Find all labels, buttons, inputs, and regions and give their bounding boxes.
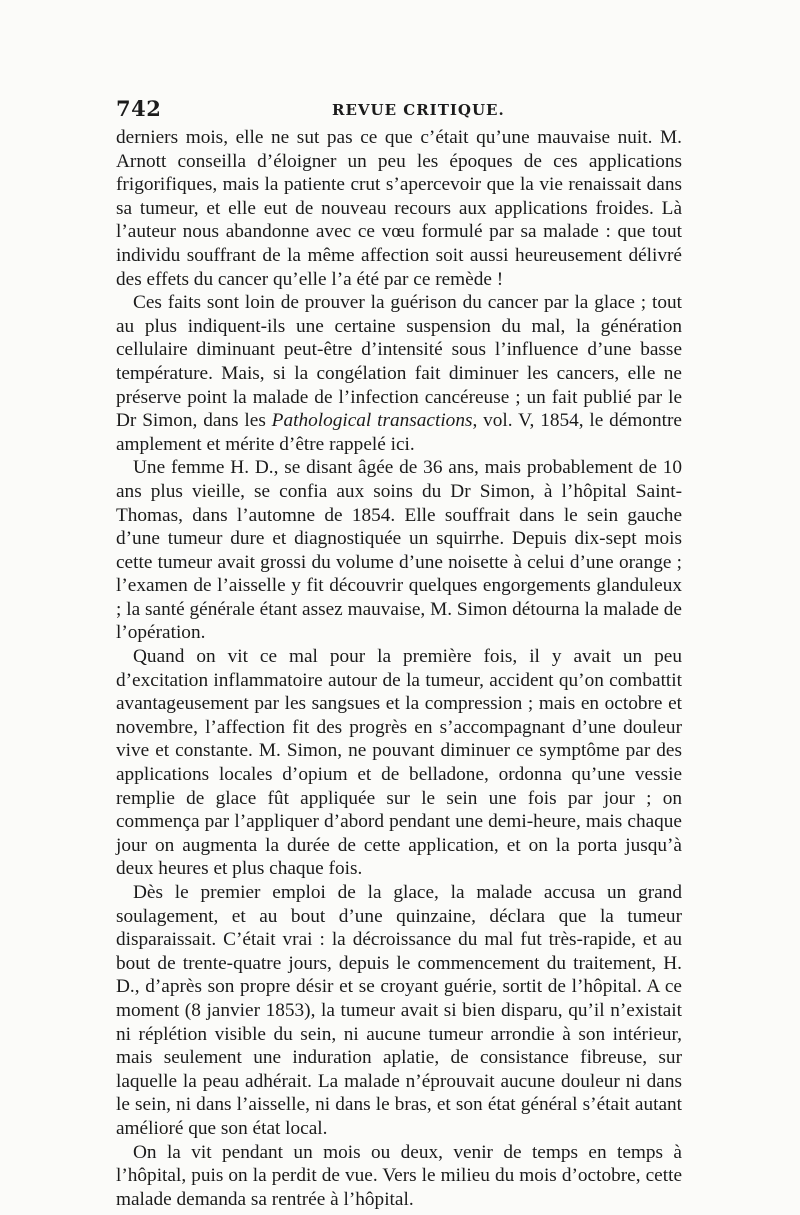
paragraph-2-text-start: Ces faits sont loin de prouver la guérison du cancer par la glace ; tout au plus indiquent-ils une certaine suspension du mal, la génération cellulaire diminuant peut-être d’intensité sous l’influence d’une basse température. Mais, si la congélation fait diminuer les cancers, elle ne préserve point la malade de l’infection cancéreuse ; un fait publié par le Dr Simon, dans les: [116, 292, 682, 432]
paragraph-5: Dès le premier emploi de la glace, la malade accusa un grand soulagement, et au bout d’une quinzaine, déclara que la tumeur disparaissait. C’était vrai : la décroissance du mal fut très-rapide, et au bout de trente-quatre jours, depuis le commencement du traitement, H. D., d’après son propre désir et se croyant guérie, sortit de l’hôpital. A ce moment (8 janvier 1853), la tumeur avait si bien disparu, qu’il n’existait ni réplétion visible du sein, ni aucune tumeur arrondie à son intérieur, mais seulement une induration aplatie, de consistance fibreuse, sur laquelle la peau adhérait. La malade n’éprouvait aucune douleur ni dans le sein, ni dans l’aisselle, ni dans le bras, et son état général s’était autant amélioré que son état local.: [116, 882, 682, 1139]
paragraph-2: [116, 291, 682, 456]
running-title: REVUE CRITIQUE.: [332, 101, 505, 119]
page-number: 742: [116, 96, 162, 121]
paragraph-3: Une femme H. D., se disant âgée de 36 ans, mais probablement de 10 ans plus vieille, se confia aux soins du Dr Simon, à l’hôpital Saint-Thomas, dans l’automne de 1854. Elle souffrait dans le sein gauche d’une tumeur dure et diagnostiquée un squirrhe. Depuis dix-sept mois cette tumeur avait grossi du volume d’une noisette à celui d’une orange ; l’examen de l’aisselle y fit découvrir quelques engorgements glanduleux ; la santé générale étant assez mauvaise, M. Simon détourna la malade de l’opération.: [116, 457, 682, 644]
running-head: [116, 96, 682, 124]
paragraph-6: On la vit pendant un mois ou deux, venir de temps en temps à l’hôpital, puis on la perdit de vue. Vers le milieu du mois d’octobre, cette malade demanda sa rentrée à l’hôpital.: [116, 1141, 682, 1210]
paragraph-1: derniers mois, elle ne sut pas ce que c’était qu’une mauvaise nuit. M. Arnott conseilla d’éloigner un peu les époques de ces applications frigorifiques, mais la patiente crut s’apercevoir que la vie renaissait dans sa tumeur, et elle eut de nouveau recours aux applications froides. Là l’auteur nous abandonne avec ce vœu formulé par sa malade : que tout individu souffrant de la même affection soit aussi heureusement délivré des effets du cancer qu’elle l’a été par ce remède !: [116, 127, 682, 290]
body-text: [116, 126, 682, 1211]
paragraph-2-text-end: , vol. V, 1854, le démontre amplement et mérite d’être rappelé ici.: [116, 410, 682, 455]
paragraph-4: Quand on vit ce mal pour la première fois, il y avait un peu d’excitation inflammatoire autour de la tumeur, accident qu’on combattit avantageusement par les sangsues et la compression ; mais en octobre et novembre, l’affection fit des progrès en s’accompagnant d’une douleur vive et constante. M. Simon, ne pouvant diminuer ce symptôme par des applications locales d’opium et de belladone, ordonna qu’une vessie remplie de glace fût appliquée sur le sein une fois par jour ; on commença par l’appliquer d’abord pendant une demi-heure, mais chaque jour on augmenta la durée de cette application, et on la porta jusqu’à deux heures et plus chaque fois.: [116, 646, 682, 880]
journal-title: Pathological transactions: [271, 410, 473, 432]
